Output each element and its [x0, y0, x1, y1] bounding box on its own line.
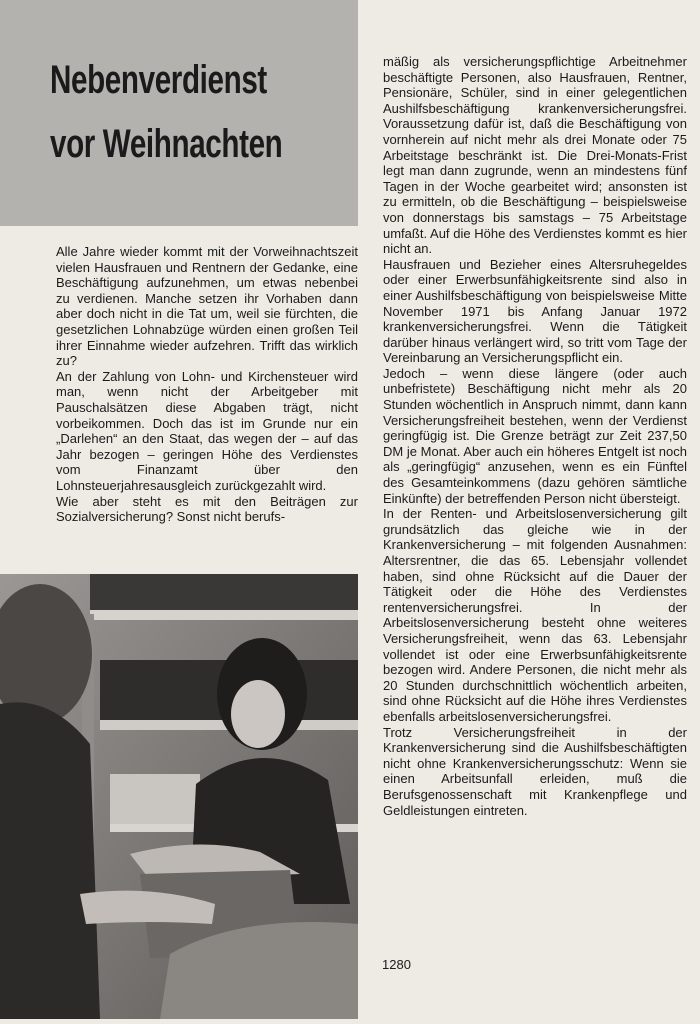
- page-number: 1280: [382, 957, 411, 972]
- right-text-column: [383, 54, 687, 818]
- paragraph: Jedoch – wenn diese längere (oder auch unbefristete) Beschäftigung nicht mehr als 20 Stunden wöchentlich in Anspruch nimmt, dann kann Versicherungsfreiheit bestehen, wenn der Verdienst geringfügig ist. Die Grenze beträgt zur Zeit 237,50 DM je Monat. Aber auch ein höheres Entgelt ist noch als „geringfügig“ anzusehen, wenn es ein Fünftel des Gesamteinkommens (dazu gehören sämtliche Einkünfte) der betreffenden Person nicht übersteigt.: [383, 365, 687, 506]
- paragraph: Hausfrauen und Bezieher eines Altersruhegeldes oder einer Erwerbsunfähigkeitsrente sind also in einer Aushilfsbeschäftigung von beispielsweise Mitte November 1971 bis Anfang Januar 1972 krankenversicherungsfrei. Wenn die Tätigkeit darüber hinaus verlängert wird, so tritt vom Tage der Vereinbarung an Versicherungspflicht ein.: [383, 256, 687, 366]
- paragraph: In der Renten- und Arbeitslosenversicherung gilt grundsätzlich das gleiche wie in der Krankenversicherung – mit folgenden Ausnahmen: Altersrentner, die das 65. Lebensjahr vollendet haben, sind ohne Rücksicht auf die Dauer der Tätigkeit oder die Höhe des Verdienstes rentenversicherungsfrei. In der Arbeitslosenversicherung besteht ohne weiteres Versicherungsfreiheit, wenn das 63. Lebensjahr vollendet ist oder eine Erwerbsunfähigkeitsrente bezogen wird. Andere Personen, die nicht mehr als 20 Stunden durchschnittlich wöchentlich arbeiten, sind ohne Rücksicht auf die Höhe ihres Verdienstes ebenfalls arbeitslosenversicherungsfrei.: [383, 506, 687, 724]
- paragraph: Alle Jahre wieder kommt mit der Vorweihnachtszeit vielen Hausfrauen und Rentnern der Gedanke, eine Beschäftigung aufzunehmen, um etwas nebenbei zu verdienen. Manche setzen ihr Vorhaben dann aber doch nicht in die Tat um, weil sie fürchten, die gesetzlichen Lohnabzüge würden einen großen Teil ihrer Einnahme wieder aufzehren. Trifft das wirklich zu?: [56, 244, 358, 369]
- photo-illustration: [0, 574, 358, 1019]
- paragraph: Trotz Versicherungsfreiheit in der Krankenversicherung sind die Aushilfsbeschäftigten nicht ohne Krankenversicherungsschutz: Wenn sie einen Arbeitsunfall erleiden, muß die Berufsgenossenschaft mit Krankenpflege und Geldleistungen eintreten.: [383, 724, 687, 818]
- title-block: [0, 0, 358, 226]
- paragraph: Wie aber steht es mit den Beiträgen zur Sozialversicherung? Sonst nicht berufs-: [56, 493, 358, 525]
- left-text-column: [56, 244, 358, 525]
- article-title-line-2: vor Weihnachten: [50, 122, 283, 166]
- paragraph: mäßig als versicherungspflichtige Arbeitnehmer beschäftigte Personen, also Hausfrauen, Rentner, Pensionäre, Schüler, sind in einer gelegentlichen Aushilfsbeschäftigung krankenversicherungsfrei. Voraussetzung dafür ist, daß die Beschäftigung von vornherein auf nicht mehr als drei Monate oder 75 Arbeitstage beschränkt ist. Die Drei-Monats-Frist legt man dann zugrunde, wenn an mindestens fünf Tagen in der Woche gearbeitet wird; ansonsten ist zu ermitteln, ob die Beschäftigung – beispielsweise von donnerstags bis samstags – 75 Arbeitstage umfaßt. Auf die Höhe des Verdienstes kommt es hier nicht an.: [383, 54, 687, 257]
- article-title-line-1: Nebenverdienst: [50, 58, 267, 102]
- shop-photo: [0, 574, 358, 1019]
- paragraph: An der Zahlung von Lohn- und Kirchensteuer wird man, wenn nicht der Arbeitgeber mit Pauschalsätzen diese Abgaben trägt, nicht vorbeikommen. Doch das ist im Grunde nur ein „Darlehen“ an den Staat, das wegen der – auf das Jahr bezogen – geringen Höhe des Verdienstes vom Finanzamt über den Lohnsteuerjahresausgleich zurückgezahlt wird.: [56, 368, 358, 493]
